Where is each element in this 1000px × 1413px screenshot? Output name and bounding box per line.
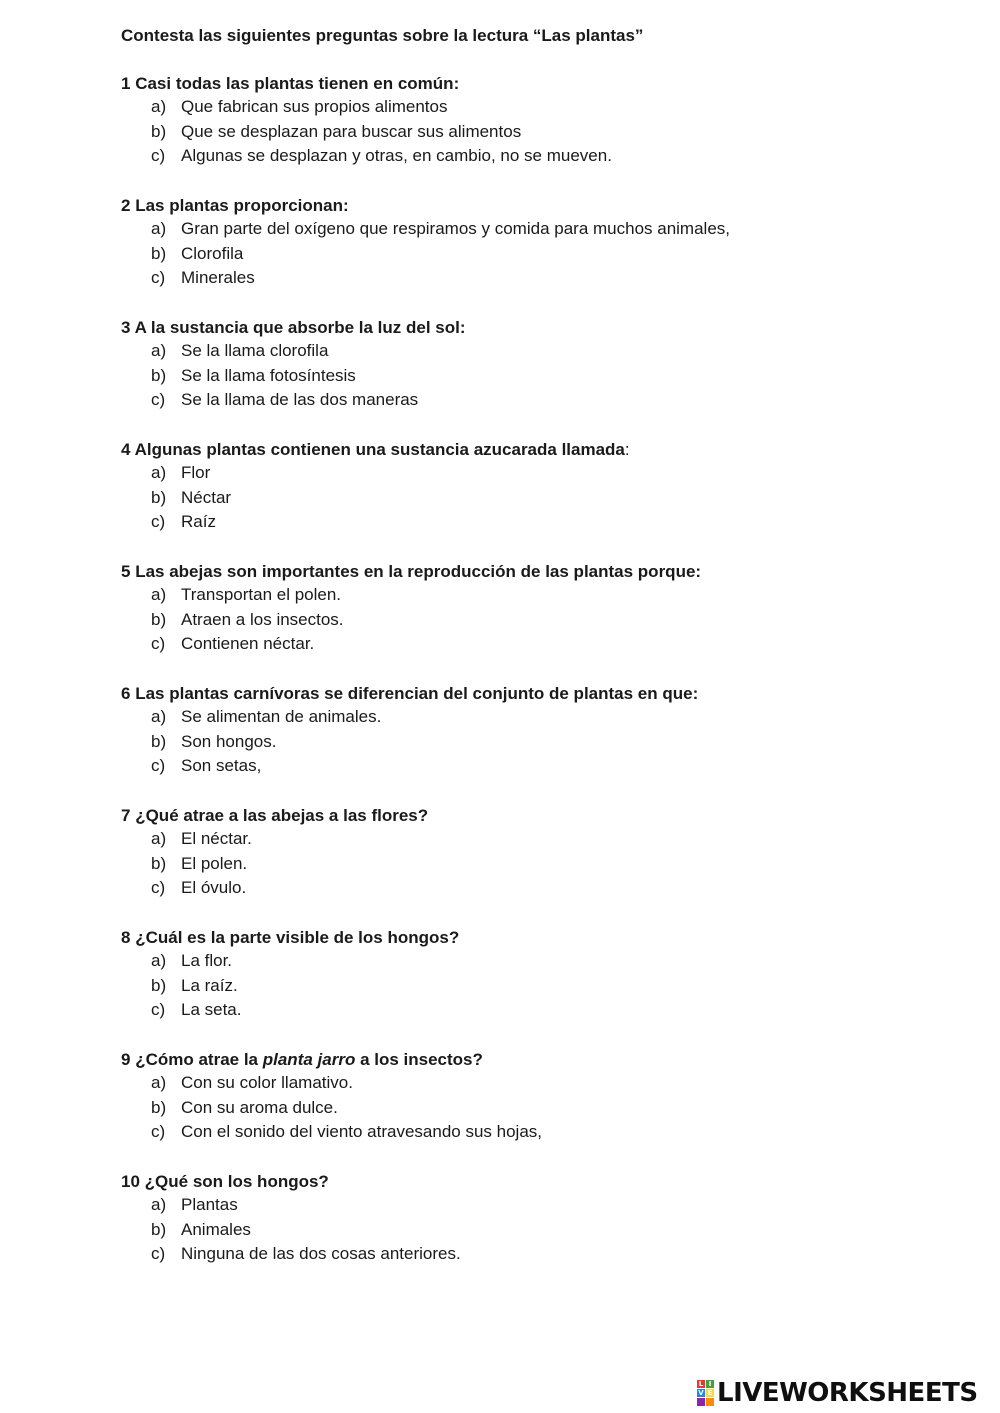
option-letter: b): [151, 1097, 167, 1117]
option-letter: a): [151, 707, 167, 726]
option-letter: c): [151, 878, 166, 897]
option-text: Ninguna de las dos cosas anteriores.: [181, 1244, 461, 1263]
option-c[interactable]: [121, 266, 941, 291]
liveworksheets-logo[interactable]: [697, 1378, 978, 1408]
options-list: [121, 949, 941, 1023]
question-colon: :: [624, 440, 630, 459]
option-a[interactable]: [121, 1071, 941, 1096]
question-number: 3: [121, 318, 131, 337]
option-letter: b): [151, 975, 167, 995]
option-letter: b): [151, 1219, 167, 1239]
option-letter: a): [151, 1195, 167, 1214]
option-letter: a): [151, 585, 167, 604]
question-prompt: ¿Cuál es la parte visible de los hongos?: [135, 928, 460, 947]
option-text: El polen.: [181, 853, 248, 873]
option-b[interactable]: [121, 730, 941, 755]
question-text: [121, 195, 941, 217]
option-letter: a): [151, 219, 167, 238]
logo-block: [697, 1398, 705, 1406]
question-4: [121, 439, 941, 535]
option-letter: c): [151, 1244, 166, 1263]
option-letter: b): [151, 243, 167, 263]
question-6: [121, 683, 941, 779]
question-number: 8: [121, 928, 131, 947]
option-text: Contienen néctar.: [181, 634, 315, 653]
question-1: [121, 73, 941, 169]
logo-text: LIVEWORKSHEETS: [717, 1378, 978, 1408]
option-text: Néctar: [181, 487, 232, 507]
option-text: Son hongos.: [181, 731, 277, 751]
option-letter: a): [151, 341, 167, 360]
option-text: Atraen a los insectos.: [181, 609, 344, 629]
logo-blocks-icon: [697, 1380, 714, 1406]
option-b[interactable]: [121, 242, 941, 267]
question-prompt: Casi todas las plantas tienen en común:: [135, 74, 460, 93]
option-c[interactable]: [121, 632, 941, 657]
option-letter: c): [151, 756, 166, 775]
question-number: 2: [121, 196, 131, 215]
option-text: Gran parte del oxígeno que respiramos y comida para muchos animales,: [181, 219, 731, 238]
option-text: El óvulo.: [181, 878, 247, 897]
logo-block: I: [706, 1380, 714, 1388]
question-prompt: ¿Qué atrae a las abejas a las flores?: [135, 806, 429, 825]
option-text: Con su color llamativo.: [181, 1073, 353, 1092]
options-list: [121, 1193, 941, 1267]
option-b[interactable]: [121, 1096, 941, 1121]
option-letter: c): [151, 390, 166, 409]
question-text: [121, 317, 941, 339]
option-text: Flor: [181, 463, 211, 482]
options-list: [121, 827, 941, 901]
option-a[interactable]: [121, 949, 941, 974]
option-c[interactable]: [121, 754, 941, 779]
question-text: [121, 73, 941, 95]
question-prompt: ¿Qué son los hongos?: [144, 1172, 329, 1191]
question-9: [121, 1049, 941, 1145]
option-c[interactable]: [121, 1120, 941, 1145]
option-letter: b): [151, 609, 167, 629]
option-letter: b): [151, 853, 167, 873]
question-5: [121, 561, 941, 657]
question-number: 1: [121, 74, 131, 93]
question-prompt-end: a los insectos?: [360, 1050, 483, 1069]
options-list: [121, 1071, 941, 1145]
question-text: [121, 439, 941, 461]
option-text: Se la llama de las dos maneras: [181, 390, 419, 409]
option-text: La raíz.: [181, 975, 238, 995]
question-7: [121, 805, 941, 901]
question-number: 7: [121, 806, 131, 825]
option-text: El néctar.: [181, 829, 252, 848]
question-number: 10: [121, 1172, 140, 1191]
option-c[interactable]: [121, 144, 941, 169]
question-text: [121, 683, 941, 705]
option-c[interactable]: [121, 388, 941, 413]
logo-block: L: [698, 1380, 704, 1388]
question-8: [121, 927, 941, 1023]
logo-block: [706, 1398, 714, 1406]
question-prompt-start: ¿Cómo atrae la: [135, 1050, 259, 1069]
option-text: Se la llama fotosíntesis: [181, 365, 356, 385]
question-prompt: Algunas plantas contienen una sustancia azucarada llamada: [134, 440, 625, 459]
option-b[interactable]: [121, 852, 941, 877]
option-letter: b): [151, 487, 167, 507]
logo-block: E: [707, 1389, 713, 1397]
question-text: [121, 805, 941, 827]
option-text: Que se desplazan para buscar sus alimentos: [181, 121, 522, 141]
option-a[interactable]: [121, 705, 941, 730]
options-list: [121, 705, 941, 779]
option-text: Se alimentan de animales.: [181, 707, 382, 726]
option-b[interactable]: [121, 486, 941, 511]
option-text: Transportan el polen.: [181, 585, 342, 604]
option-text: Con su aroma dulce.: [181, 1097, 338, 1117]
logo-block: V: [698, 1389, 704, 1397]
option-text: Son setas,: [181, 756, 262, 775]
option-letter: b): [151, 121, 167, 141]
question-prompt: Las plantas proporcionan:: [135, 196, 349, 215]
option-text: Clorofila: [181, 243, 244, 263]
options-list: [121, 95, 941, 169]
option-text: Algunas se desplazan y otras, en cambio, no se mueven.: [181, 146, 612, 165]
option-letter: b): [151, 731, 167, 751]
option-letter: c): [151, 146, 166, 165]
option-text: La flor.: [181, 951, 233, 970]
option-text: Se la llama clorofila: [181, 341, 329, 360]
option-b[interactable]: [121, 120, 941, 145]
option-letter: a): [151, 829, 167, 848]
option-c[interactable]: [121, 510, 941, 535]
option-b[interactable]: [121, 364, 941, 389]
option-letter: c): [151, 1122, 166, 1141]
question-2: [121, 195, 941, 291]
option-a[interactable]: [121, 1193, 941, 1218]
option-text: Que fabrican sus propios alimentos: [181, 97, 448, 116]
option-letter: c): [151, 634, 166, 653]
option-a[interactable]: [121, 95, 941, 120]
option-text: Minerales: [181, 268, 255, 287]
option-text: Plantas: [181, 1195, 238, 1214]
option-text: La seta.: [181, 1000, 242, 1019]
option-letter: c): [151, 512, 166, 531]
question-text: [121, 1171, 941, 1193]
option-c[interactable]: [121, 998, 941, 1023]
option-a[interactable]: [121, 217, 941, 242]
option-c[interactable]: [121, 1242, 941, 1267]
question-prompt: A la sustancia que absorbe la luz del sol:: [134, 318, 466, 337]
options-list: [121, 217, 941, 291]
option-a[interactable]: [121, 339, 941, 364]
option-b[interactable]: [121, 974, 941, 999]
option-a[interactable]: [121, 461, 941, 486]
option-c[interactable]: [121, 876, 941, 901]
option-a[interactable]: [121, 583, 941, 608]
options-list: [121, 461, 941, 535]
options-list: [121, 583, 941, 657]
question-prompt-italic: planta jarro: [262, 1050, 356, 1069]
option-text: Raíz: [181, 512, 216, 531]
option-letter: a): [151, 951, 167, 970]
option-letter: a): [151, 463, 167, 482]
option-letter: b): [151, 365, 167, 385]
option-text: Con el sonido del viento atravesando sus hojas,: [181, 1122, 543, 1141]
option-text: Animales: [181, 1219, 251, 1239]
question-number: 4: [121, 440, 131, 459]
option-b[interactable]: [121, 608, 941, 633]
question-text: [121, 927, 941, 949]
question-number: 9: [121, 1050, 131, 1069]
question-number: 6: [121, 684, 131, 703]
question-prompt: Las plantas carnívoras se diferencian del conjunto de plantas en que:: [135, 684, 699, 703]
question-text: [121, 1049, 941, 1071]
question-prompt: Las abejas son importantes en la reproducción de las plantas porque:: [135, 562, 702, 581]
question-number: 5: [121, 562, 131, 581]
option-letter: c): [151, 1000, 166, 1019]
question-3: [121, 317, 941, 413]
worksheet-title: Contesta las siguientes preguntas sobre la lectura “Las plantas”: [121, 26, 644, 45]
option-letter: c): [151, 268, 166, 287]
question-10: [121, 1171, 941, 1267]
option-b[interactable]: [121, 1218, 941, 1243]
options-list: [121, 339, 941, 413]
question-text: [121, 561, 941, 583]
option-letter: a): [151, 1073, 167, 1092]
option-a[interactable]: [121, 827, 941, 852]
option-letter: a): [151, 97, 167, 116]
